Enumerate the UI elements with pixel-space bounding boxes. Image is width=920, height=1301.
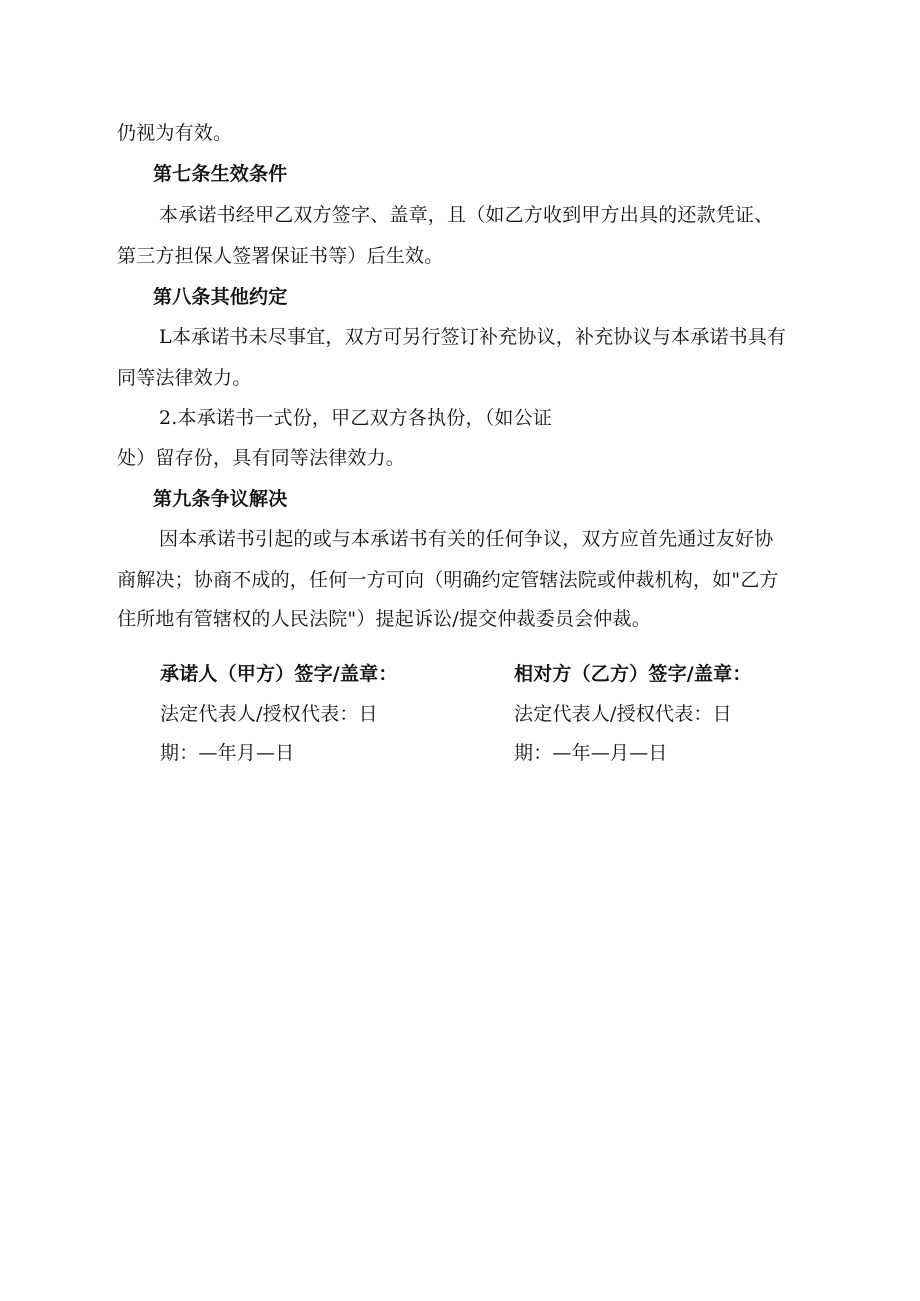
- article-8-heading: 第八条其他约定: [153, 286, 288, 308]
- body-line: 第三方担保人签署保证书等）后生效。: [117, 245, 444, 267]
- body-line: 住所地有管辖权的人民法院"）提起诉讼/提交仲裁委员会仲裁。: [117, 608, 651, 630]
- body-line: 2.本承诺书一式份，甲乙双方各执份，（如公证: [159, 407, 553, 429]
- article-9-heading: 第九条争议解决: [153, 488, 288, 510]
- party-b-date-line: 期：—年—月—日: [514, 742, 668, 764]
- article-7-heading: 第七条生效条件: [153, 163, 288, 185]
- body-line: 商解决；协商不成的，任何一方可向（明确约定管辖法院或仲裁机构，如"乙方: [117, 569, 779, 591]
- body-line: 同等法律效力。: [117, 367, 252, 389]
- party-a-date-line: 期：—年月—日: [160, 742, 295, 764]
- party-a-signature-heading: 承诺人（甲方）签字/盖章：: [160, 663, 398, 685]
- body-line: 本承诺书经甲乙双方签字、盖章，且（如乙方收到甲方出具的还款凭证、: [159, 204, 774, 226]
- party-a-representative-line: 法定代表人/授权代表：日: [160, 703, 378, 725]
- party-b-representative-line: 法定代表人/授权代表：日: [514, 703, 732, 725]
- body-line: 因本承诺书引起的或与本承诺书有关的任何争议，双方应首先通过友好协: [159, 528, 774, 550]
- body-line: L本承诺书未尽事宜，双方可另行签订补充协议，补充协议与本承诺书具有: [159, 326, 787, 348]
- party-b-signature-heading: 相对方（乙方）签字/盖章：: [514, 663, 752, 685]
- body-line: 处）留存份，具有同等法律效力。: [117, 447, 406, 469]
- body-line: 仍视为有效。: [117, 122, 233, 144]
